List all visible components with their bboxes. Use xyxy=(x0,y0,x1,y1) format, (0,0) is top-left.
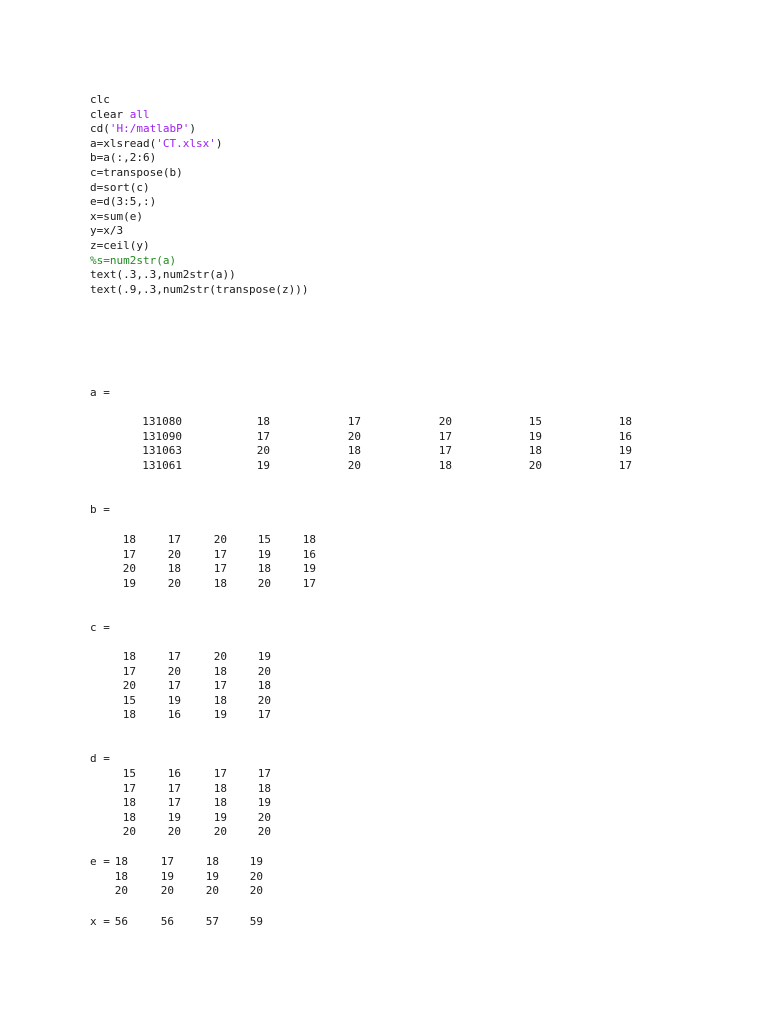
output-d-cell: 20 xyxy=(122,825,136,839)
code-token: ) xyxy=(189,122,196,136)
output-d-cell: 20 xyxy=(257,825,271,839)
output-a-cell: 19 xyxy=(618,444,632,458)
code-line xyxy=(90,93,309,108)
output-b-cell: 15 xyxy=(257,533,271,546)
output-e-label: e = xyxy=(90,855,110,868)
output-a-cell: 19 xyxy=(256,458,270,472)
code-token: x=sum(e) xyxy=(90,209,143,223)
code-line xyxy=(90,210,309,225)
output-a-cell: 17 xyxy=(256,429,270,443)
code-token: c=transpose(b) xyxy=(90,165,183,179)
output-a-cell: 16 xyxy=(618,429,632,443)
output-d-cell: 18 xyxy=(213,796,227,810)
code-token: y=x/3 xyxy=(90,224,124,238)
output-c-cell: 20 xyxy=(122,679,136,693)
output-d-cell: 15 xyxy=(122,767,136,780)
code-line xyxy=(90,151,309,166)
output-x-cell: 56 xyxy=(114,915,128,928)
output-b-label: b = xyxy=(90,503,110,516)
output-a-cell: 18 xyxy=(256,415,270,428)
output-c-cell: 17 xyxy=(213,679,227,693)
output-x-label: x = xyxy=(90,915,110,928)
output-c-cell: 20 xyxy=(213,650,227,663)
output-a-cell: 20 xyxy=(256,444,270,458)
code-token: 'H:/matlabP' xyxy=(109,122,190,136)
code-token: 'CT.xlsx' xyxy=(156,136,216,150)
code-line xyxy=(90,108,309,123)
output-c-cell: 19 xyxy=(257,650,271,663)
output-x-cell: 56 xyxy=(160,915,174,928)
output-b-cell: 16 xyxy=(302,547,316,561)
output-a-cell: 17 xyxy=(438,429,452,443)
code-token: a=xlsread( xyxy=(90,136,157,150)
output-a-cell: 15 xyxy=(528,415,542,428)
output-e-cell: 18 xyxy=(205,855,219,868)
output-d-label: d = xyxy=(90,752,110,765)
output-b-cell: 20 xyxy=(122,562,136,576)
output-a-cell: 17 xyxy=(618,458,632,472)
code-token: b=a(:,2:6) xyxy=(90,151,157,165)
output-a-cell: 18 xyxy=(618,415,632,428)
output-b-cell: 20 xyxy=(257,576,271,590)
output-c-cell: 20 xyxy=(257,693,271,707)
output-c-cell: 15 xyxy=(122,693,136,707)
output-a-cell: 18 xyxy=(528,444,542,458)
output-b-cell: 17 xyxy=(167,533,181,546)
output-d-cell: 20 xyxy=(257,810,271,824)
output-d-cell: 17 xyxy=(257,767,271,780)
output-c-cell: 17 xyxy=(167,650,181,663)
output-b-cell: 19 xyxy=(257,547,271,561)
output-d-cell: 19 xyxy=(213,810,227,824)
output-e-cell: 19 xyxy=(205,869,219,883)
output-a-cell: 17 xyxy=(347,415,361,428)
output-e-cell: 20 xyxy=(249,869,263,883)
output-e-cell: 20 xyxy=(114,884,128,898)
output-d-cell: 19 xyxy=(167,810,181,824)
output-a-cell: 131080 xyxy=(142,415,182,428)
output-a-cell: 17 xyxy=(438,444,452,458)
output-b-cell: 18 xyxy=(122,533,136,546)
output-c-cell: 19 xyxy=(213,708,227,722)
output-a-cell: 131063 xyxy=(142,444,182,458)
output-b-cell: 19 xyxy=(302,562,316,576)
output-c-cell: 17 xyxy=(167,679,181,693)
output-d-cell: 20 xyxy=(213,825,227,839)
output-e-cell: 18 xyxy=(114,869,128,883)
output-d-cell: 17 xyxy=(167,781,181,795)
output-c-cell: 17 xyxy=(122,664,136,678)
output-e-cell: 19 xyxy=(160,869,174,883)
output-b-cell: 20 xyxy=(167,576,181,590)
output-c-cell: 18 xyxy=(122,650,136,663)
code-line xyxy=(90,224,309,239)
code-line xyxy=(90,254,309,269)
output-e-cell: 20 xyxy=(205,884,219,898)
output-b-cell: 20 xyxy=(167,547,181,561)
output-a-cell: 20 xyxy=(528,458,542,472)
code-line xyxy=(90,166,309,181)
output-c-cell: 16 xyxy=(167,708,181,722)
code-token: clear xyxy=(90,107,130,121)
output-b-cell: 18 xyxy=(302,533,316,546)
output-x-cell: 59 xyxy=(249,915,263,928)
code-line xyxy=(90,122,309,137)
code-token: all xyxy=(129,107,150,121)
output-b-cell: 19 xyxy=(122,576,136,590)
output-e-cell: 20 xyxy=(160,884,174,898)
code-line xyxy=(90,283,309,298)
output-d-cell: 20 xyxy=(167,825,181,839)
output-d-cell: 16 xyxy=(167,767,181,780)
code-line xyxy=(90,137,309,152)
output-c-cell: 18 xyxy=(213,664,227,678)
output-b-cell: 18 xyxy=(257,562,271,576)
output-e-cell: 19 xyxy=(249,855,263,868)
output-a-cell: 131061 xyxy=(142,458,182,472)
output-d-cell: 17 xyxy=(213,767,227,780)
output-e-cell: 17 xyxy=(160,855,174,868)
output-d-cell: 18 xyxy=(213,781,227,795)
output-c-cell: 19 xyxy=(167,693,181,707)
code-token: d=sort(c) xyxy=(90,180,150,194)
output-a-label: a = xyxy=(90,386,110,399)
code-line xyxy=(90,239,309,254)
output-c-label: c = xyxy=(90,621,110,634)
code-token: text(.9,.3,num2str(transpose(z))) xyxy=(90,282,309,296)
output-d-cell: 19 xyxy=(257,796,271,810)
code-token: e=d(3:5,:) xyxy=(90,195,157,209)
code-token: clc xyxy=(90,93,110,106)
output-a-cell: 19 xyxy=(528,429,542,443)
output-d-cell: 18 xyxy=(122,796,136,810)
code-token: text(.3,.3,num2str(a)) xyxy=(90,268,236,282)
output-a-cell: 20 xyxy=(347,429,361,443)
code-token: ) xyxy=(215,136,223,150)
output-c-cell: 18 xyxy=(257,679,271,693)
code-token: %s=num2str(a) xyxy=(90,253,177,267)
output-d-cell: 18 xyxy=(122,810,136,824)
output-a-cell: 20 xyxy=(438,415,452,428)
output-a-cell: 18 xyxy=(347,444,361,458)
output-b-cell: 18 xyxy=(213,576,227,590)
code-line xyxy=(90,181,309,196)
output-c-cell: 18 xyxy=(213,693,227,707)
output-d-cell: 18 xyxy=(257,781,271,795)
code-line xyxy=(90,195,309,210)
output-a-cell: 18 xyxy=(438,458,452,472)
output-a-cell: 131090 xyxy=(142,429,182,443)
output-b-cell: 17 xyxy=(213,547,227,561)
output-b-cell: 20 xyxy=(213,533,227,546)
output-c-cell: 18 xyxy=(122,708,136,722)
output-d-cell: 17 xyxy=(167,796,181,810)
output-a-cell: 20 xyxy=(347,458,361,472)
output-c-cell: 20 xyxy=(257,664,271,678)
code-listing xyxy=(90,93,309,297)
code-token: z=ceil(y) xyxy=(90,238,150,252)
output-c-cell: 17 xyxy=(257,708,271,722)
output-b-cell: 17 xyxy=(122,547,136,561)
code-line xyxy=(90,268,309,283)
output-c-cell: 20 xyxy=(167,664,181,678)
code-token: cd( xyxy=(90,122,110,136)
output-b-cell: 17 xyxy=(302,576,316,590)
output-b-cell: 17 xyxy=(213,562,227,576)
output-x-cell: 57 xyxy=(205,915,219,928)
output-d-cell: 17 xyxy=(122,781,136,795)
output-e-cell: 18 xyxy=(114,855,128,868)
output-b-cell: 18 xyxy=(167,562,181,576)
output-e-cell: 20 xyxy=(249,884,263,898)
